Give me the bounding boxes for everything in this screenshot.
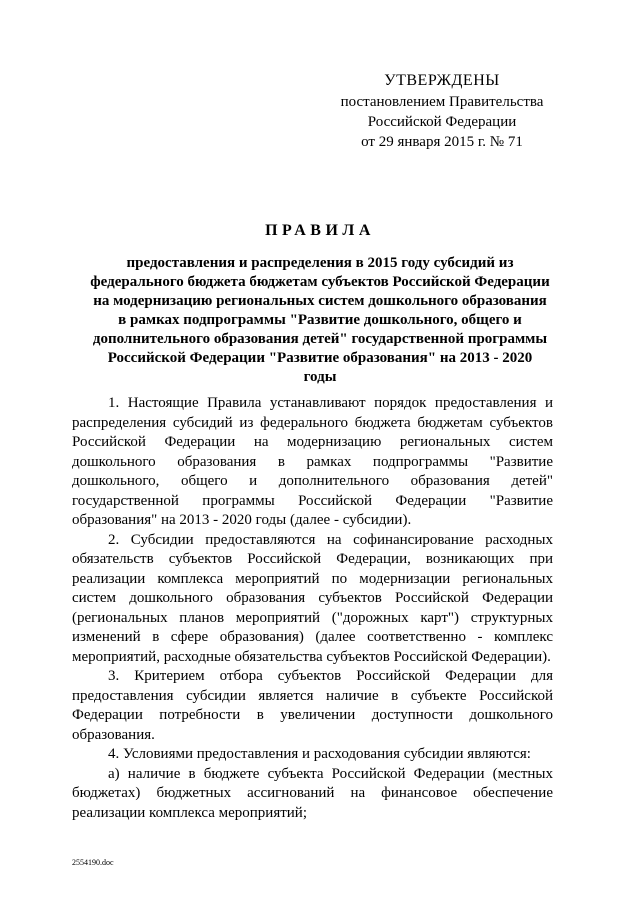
- approval-line-1: постановлением Правительства: [340, 94, 544, 110]
- document-subtitle: предоставления и распределения в 2015 году субсидий из федерального бюджета бюджетам субъектов Российской Федерации на модернизацию региональных систем дошкольного образования в рамках подпрограммы "Развитие дошкольного, общего и дополнительного образования детей" государственной программы Российской Федерации "Развитие образования" на 2013 - 2020 годы: [90, 255, 550, 385]
- approval-line-3: от 29 января 2015 г. № 71: [361, 134, 523, 150]
- paragraph-4a: а) наличие в бюджете субъекта Российской Федерации (местных бюджетах) бюджетных ассигнований на финансовое обеспечение реализации комплекса мероприятий;: [72, 765, 553, 821]
- paragraph-1: 1. Настоящие Правила устанавливают порядок предоставления и распределения субсидий из федерального бюджета бюджетам субъектов Российской Федерации на модернизацию региональных систем дошкольного образования в рамках подпрограммы "Развитие дошкольного, общего и дополнительного образования детей" государственной программы Российской Федерации "Развитие образования" на 2013 - 2020 годы (далее - субсидии).: [72, 395, 553, 528]
- paragraph-3: 3. Критерием отбора субъектов Российской Федерации для предоставления субсидии является наличие в субъекте Российской Федерации потребности в увеличении доступности дошкольного образования.: [72, 668, 553, 743]
- paragraph-4: 4. Условиями предоставления и расходования субсидии являются:: [108, 746, 531, 762]
- paragraph-2: 2. Субсидии предоставляются на софинансирование расходных обязательств субъектов Российской Федерации, возникающих при реализации комплекса мероприятий по модернизации региональных систем дошкольного образования субъектов Российской Федерации (региональных планов мероприятий ("дорожных карт") структурных изменений в сфере образования) (далее соответственно - комплекс мероприятий, расходные обязательства субъектов Российской Федерации).: [72, 531, 553, 665]
- approval-block: [322, 70, 562, 152]
- document-title: ПРАВИЛА: [265, 222, 375, 239]
- footer-filename: 2554190.doc: [72, 858, 114, 867]
- approval-line-2: Российской Федерации: [367, 114, 517, 130]
- document-body: [72, 394, 553, 823]
- approval-title: УТВЕРЖДЕНЫ: [384, 72, 500, 89]
